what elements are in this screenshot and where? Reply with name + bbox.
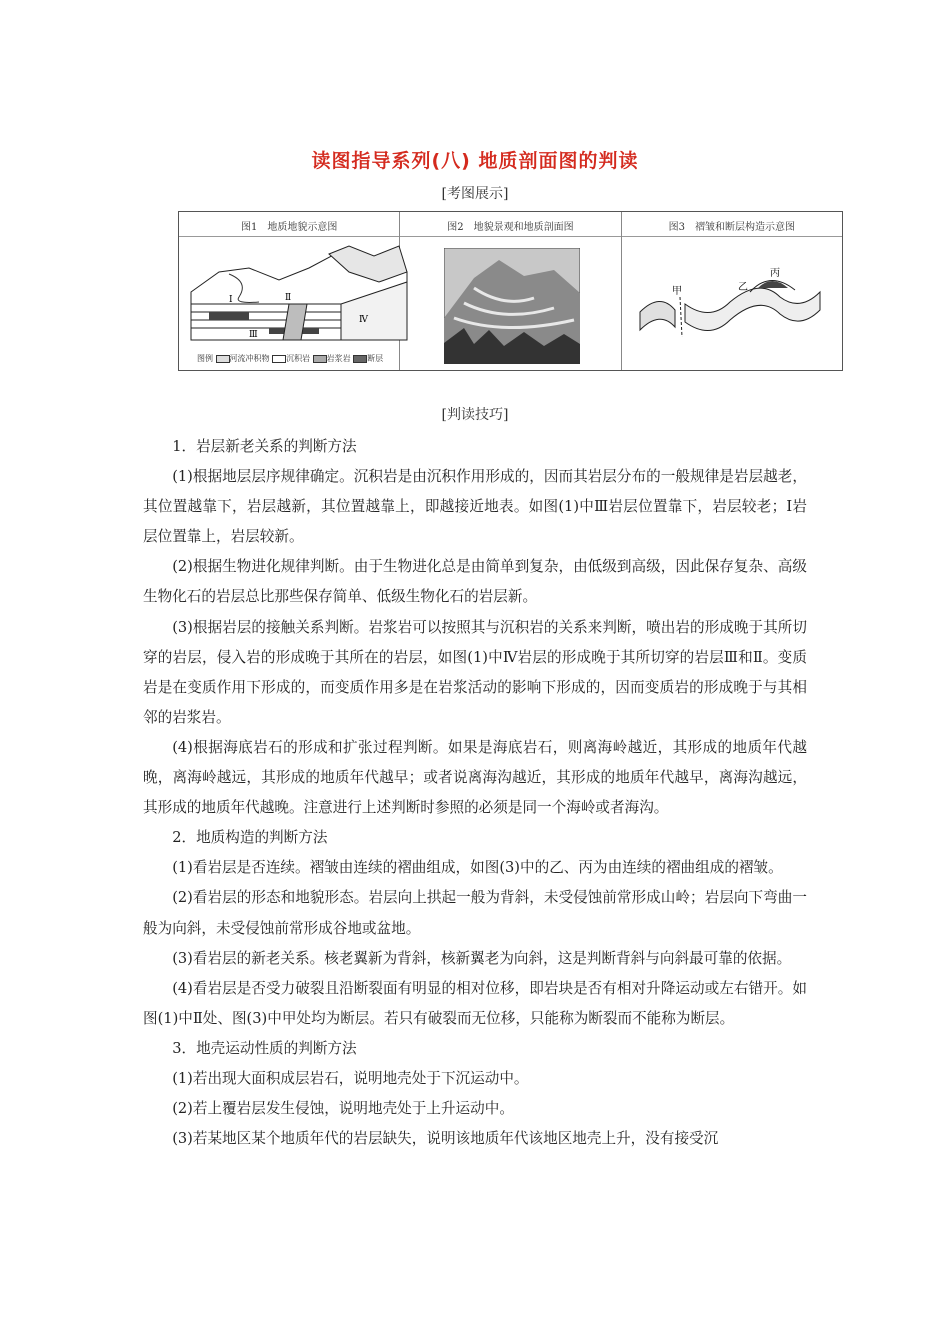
fault-swatch <box>353 355 367 363</box>
paragraph: (1)看岩层是否连续。褶皱由连续的褶曲组成，如图(3)中的乙、丙为由连续的褶曲组成的褶皱。 <box>172 859 783 877</box>
paragraph: (2)看岩层的形态和地貌形态。岩层向上拱起一般为背斜，未受侵蚀前常形成山岭；岩层向下弯曲一般为向斜，未受侵蚀前常形成谷地或盆地。 <box>143 889 807 937</box>
figure-2-cell <box>400 212 621 370</box>
figure-table <box>178 211 843 371</box>
sedimentary-swatch <box>272 355 286 363</box>
geologic-block-diagram <box>189 242 411 350</box>
alluvium-swatch <box>216 355 230 363</box>
paragraph: (2)根据生物进化规律判断。由于生物进化总是由简单到复杂，由低级到高级，因此保存复杂、高级生物化石的岩层总比那些保存简单、低级生物化石的岩层新。 <box>143 558 807 606</box>
mark-bing: 丙 <box>769 268 780 279</box>
section-heading-figures: [考图展示] <box>441 186 509 202</box>
mountain-photo <box>444 248 580 364</box>
paragraph: (1)若出现大面积成层岩石，说明地壳处于下沉运动中。 <box>172 1069 529 1087</box>
figure-1-legend: 图例 河流冲积物 沉积岩 岩浆岩 断层 <box>197 354 384 363</box>
paragraph: (3)看岩层的新老关系。核老翼新为背斜，核新翼老为向斜，这是判断背斜与向斜最可靠的依据。 <box>172 949 792 967</box>
body-text <box>143 432 807 1154</box>
mark-yi: 乙 <box>737 282 748 293</box>
mark-II: Ⅱ <box>285 293 292 303</box>
figure-1-caption: 图1 地质地貌示意图 <box>240 222 338 233</box>
figure-3-caption: 图3 褶皱和断层构造示意图 <box>668 222 795 233</box>
figure-2-caption: 图2 地貌景观和地质剖面图 <box>447 222 574 233</box>
heading-2: 2．地质构造的判断方法 <box>172 829 328 847</box>
paragraph: (4)根据海底岩石的形成和扩张过程判断。如果是海底岩石，则离海岭越近，其形成的地质年代越晚，离海岭越远，其形成的地质年代越早；或者说离海沟越近，其形成的地质年代越早，离海沟越远，其形成的地质年代越晚。注意进行上述判断时参照的必须是同一个海岭或者海沟。 <box>143 738 807 817</box>
paragraph: (2)若上覆岩层发生侵蚀，说明地壳处于上升运动中。 <box>172 1100 514 1118</box>
page-title: 读图指导系列(八) 地质剖面图的判读 <box>311 150 639 172</box>
fold-fault-diagram <box>630 252 835 352</box>
mark-III: Ⅲ <box>249 330 258 340</box>
igneous-swatch <box>313 355 327 363</box>
paragraph: (4)看岩层是否受力破裂且沿断裂面有明显的相对位移，即岩块是否有相对升降运动或左右错开。如图(1)中Ⅱ处、图(3)中甲处均为断层。若只有破裂而无位移，只能称为断裂而不能称为断层。 <box>143 979 807 1027</box>
paragraph: (3)若某地区某个地质年代的岩层缺失，说明该地质年代该地区地壳上升，没有接受沉 <box>172 1130 719 1148</box>
figure-3-cell <box>622 212 842 370</box>
heading-3: 3．地壳运动性质的判断方法 <box>172 1039 357 1057</box>
heading-1: 1．岩层新老关系的判断方法 <box>172 438 357 455</box>
mark-IV: Ⅳ <box>359 315 368 325</box>
paragraph: (1)根据地层层序规律确定。沉积岩是由沉积作用形成的，因而其岩层分布的一般规律是岩层越老，其位置越靠下，岩层越新，其位置越靠上，即越接近地表。如图(1)中Ⅲ岩层位置靠下，岩层较老；Ⅰ岩层位置靠上，岩层较新。 <box>143 468 807 546</box>
section-heading-skills: [判读技巧] <box>441 407 509 423</box>
mark-jia: 甲 <box>671 286 682 297</box>
figure-1-cell <box>179 212 400 370</box>
paragraph: (3)根据岩层的接触关系判断。岩浆岩可以按照其与沉积岩的关系来判断，喷出岩的形成晚于其所切穿的岩层，侵入岩的形成晚于其所在的岩层，如图(1)中Ⅳ岩层的形成晚于其所切穿的岩层Ⅲ和Ⅱ。变质岩是在变质作用下形成的，而变质作用多是在岩浆活动的影响下形成的，因而变质岩的形成晚于与其相邻的岩浆岩。 <box>143 618 807 726</box>
mark-I: Ⅰ <box>229 295 233 305</box>
